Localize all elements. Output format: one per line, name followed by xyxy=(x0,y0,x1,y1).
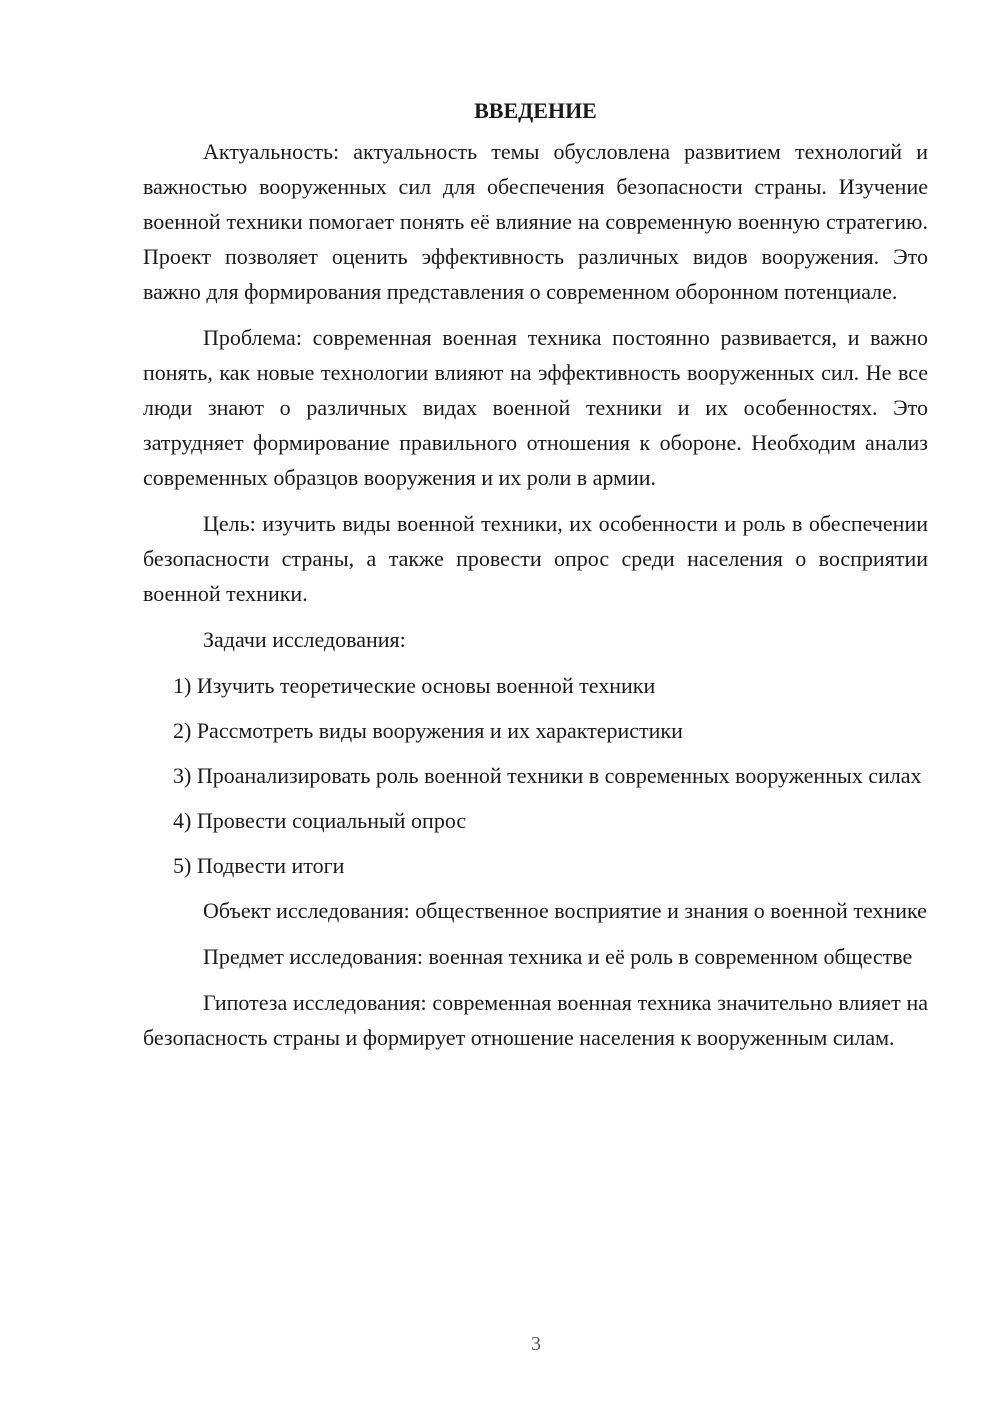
paragraph-hypothesis: Гипотеза исследования: современная военная техника значительно влияет на безопасность страны и формирует отношение населения к вооруженным силам. xyxy=(143,990,928,1050)
page-number: 3 xyxy=(531,1333,541,1355)
paragraph-subject: Предмет исследования: военная техника и её роль в современном обществе xyxy=(203,944,913,969)
task-item-1: 1) Изучить теоретические основы военной техники xyxy=(173,673,656,698)
task-item-2: 2) Рассмотреть виды вооружения и их характеристики xyxy=(173,718,683,743)
paragraph-problem: Проблема: современная военная техника постоянно развивается, и важно понять, как новые технологии влияют на эффективность вооруженных сил. Не все люди знают о различных видах военной техники и их особенностях. Это затрудняет формирование правильного отношения к обороне. Необходим анализ современных образцов вооружения и их роли в армии. xyxy=(143,325,928,490)
task-item-4: 4) Провести социальный опрос xyxy=(173,808,467,833)
tasks-heading: Задачи исследования: xyxy=(203,627,406,652)
paragraph-goal: Цель: изучить виды военной техники, их особенности и роль в обеспечении безопасности страны, а также провести опрос среди населения о восприятии военной техники. xyxy=(143,511,928,606)
paragraph-relevance: Актуальность: актуальность темы обусловлена развитием технологий и важностью вооруженных сил для обеспечения безопасности страны. Изучение военной техники помогает понять её влияние на современную военную стратегию. Проект позволяет оценить эффективность различных видов вооружения. Это важно для формирования представления о современном оборонном потенциале. xyxy=(143,139,928,304)
task-item-5: 5) Подвести итоги xyxy=(173,853,345,878)
task-item-3: 3) Проанализировать роль военной техники в современных вооруженных силах xyxy=(173,763,922,788)
document-page xyxy=(143,96,928,1066)
paragraph-object: Объект исследования: общественное восприятие и знания о военной технике xyxy=(203,898,927,923)
section-title: ВВЕДЕНИЕ xyxy=(474,98,597,123)
